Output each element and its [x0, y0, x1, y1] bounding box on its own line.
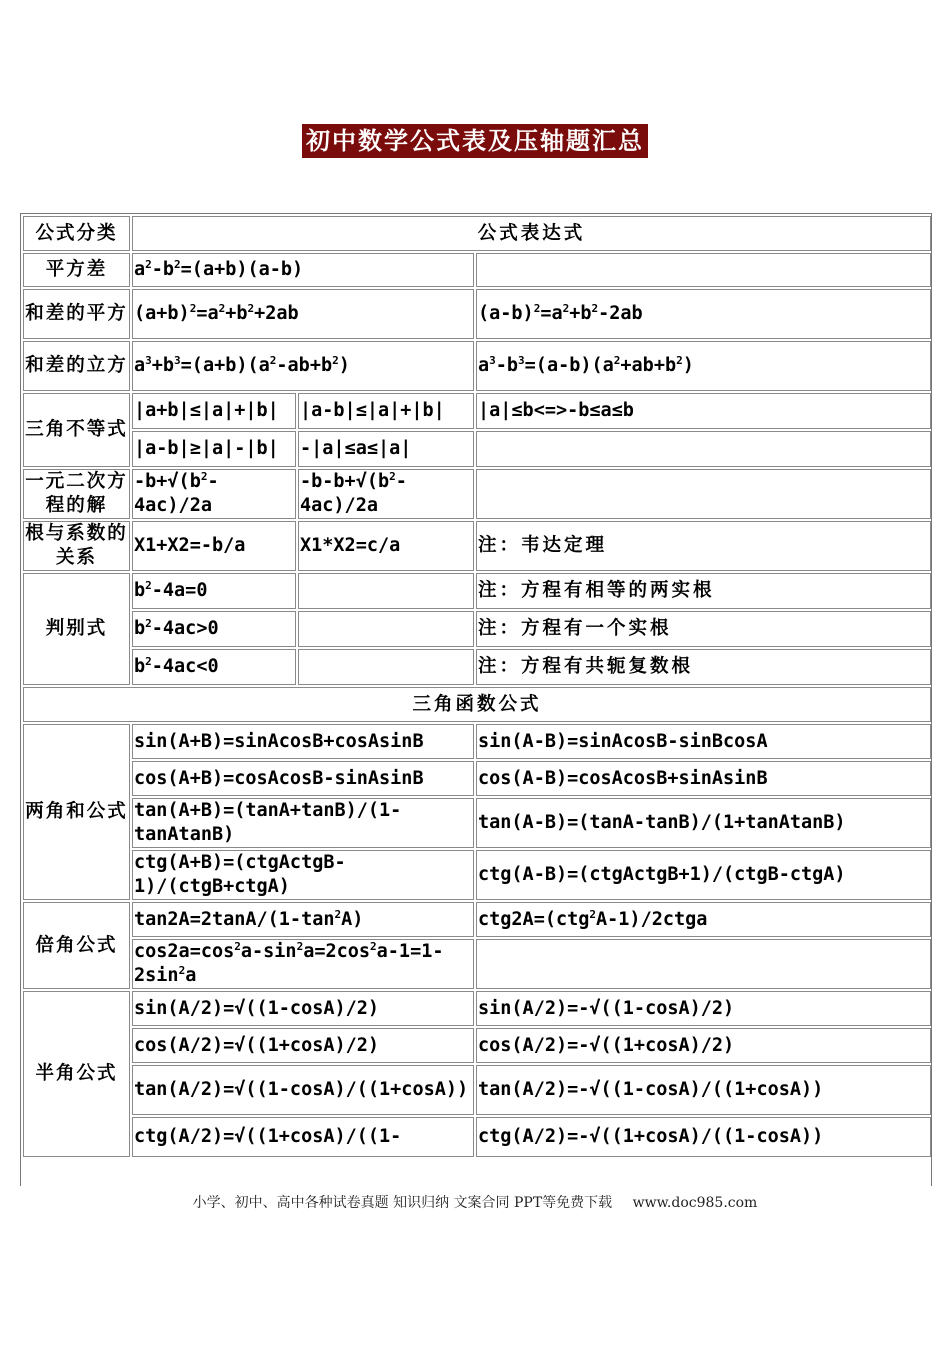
header-category: 公式分类	[23, 216, 130, 251]
table-row	[23, 393, 931, 429]
table-row	[23, 649, 931, 685]
footer-url: www.doc985.com	[632, 1195, 758, 1211]
table-row	[23, 341, 931, 391]
note-cell: 注：方程有一个实根	[476, 611, 931, 647]
note-cell: 注：韦达定理	[476, 521, 931, 571]
formula-cell: tan(A-B)=(tanA-tanB)/(1+tanAtanB)	[476, 798, 931, 848]
category-label: 一元二次方程的解	[23, 469, 130, 519]
empty-cell	[476, 469, 931, 519]
table-row	[23, 902, 931, 937]
formula-cell: $a^3+b^3=(a+b)(a^2-ab+b^2)$	[132, 341, 474, 391]
formula-cell: ctg(A/2)=-√((1+cosA)/((1-cosA))	[476, 1117, 931, 1157]
category-label: 半角公式	[23, 991, 130, 1157]
table-row	[23, 850, 931, 900]
formula-cell: $(a+b)^2=a^2+b^2+2ab$	[132, 289, 474, 339]
formula-cell: ctg(A-B)=(ctgActgB+1)/(ctgB-ctgA)	[476, 850, 931, 900]
formula-cell: tan(A/2)=√((1-cosA)/((1+cosA))	[132, 1065, 474, 1115]
empty-cell	[298, 649, 474, 685]
section-row	[23, 687, 931, 722]
formula-cell: sin(A/2)=√((1-cosA)/2)	[132, 991, 474, 1026]
formula-cell: ctg(A/2)=√((1+cosA)/((1-	[132, 1117, 474, 1157]
category-label: 判别式	[23, 573, 130, 685]
note-cell: 注：方程有共轭复数根	[476, 649, 931, 685]
title-wrap	[0, 124, 950, 158]
formula-cell: $-b-b+√(b^2-4ac)/2a$	[298, 469, 474, 519]
formula-cell: |a|≤b<=>-b≤a≤b	[476, 393, 931, 429]
formula-cell: $\tan 2A=2\tan A/(1-\tan^2A)$	[132, 902, 474, 937]
table-row	[23, 289, 931, 339]
formula-cell: $b^2-4ac>0$	[132, 611, 296, 647]
empty-cell	[476, 939, 931, 989]
formula-cell: X1*X2=c/a	[298, 521, 474, 571]
table-header-row	[23, 216, 931, 251]
table-row	[23, 521, 931, 571]
section-heading: 三角函数公式	[23, 687, 931, 722]
formula-cell: tan(A/2)=-√((1-cosA)/((1+cosA))	[476, 1065, 931, 1115]
table-row	[23, 469, 931, 519]
page-title: 初中数学公式表及压轴题汇总	[302, 124, 648, 158]
formula-cell: $b^2-4ac<0$	[132, 649, 296, 685]
formula-cell: |a-b|≥|a|-|b|	[132, 431, 296, 467]
note-cell: 注：方程有相等的两实根	[476, 573, 931, 609]
formula-cell: sin(A+B)=sinAcosB+cosAsinB	[132, 724, 474, 759]
formula-cell: cos(A/2)=√((1+cosA)/2)	[132, 1028, 474, 1063]
table-row	[23, 761, 931, 796]
table-row	[23, 939, 931, 989]
formula-cell: sin(A-B)=sinAcosB-sinBcosA	[476, 724, 931, 759]
formula-cell: cos(A/2)=-√((1+cosA)/2)	[476, 1028, 931, 1063]
formula-cell: $-b+√(b^2-4ac)/2a$	[132, 469, 296, 519]
formula-cell: $a^3-b^3=(a-b)(a^2+ab+b^2)$	[476, 341, 931, 391]
footer-text: 小学、初中、高中各种试卷真题 知识归纳 文案合同 PPT等免费下载	[192, 1195, 613, 1211]
empty-cell	[298, 573, 474, 609]
formula-table	[21, 214, 932, 1159]
category-label: 和差的平方	[23, 289, 130, 339]
empty-cell	[476, 253, 931, 287]
table-row	[23, 431, 931, 467]
empty-cell	[476, 431, 931, 467]
formula-cell: cos(A+B)=cosAcosB-sinAsinB	[132, 761, 474, 796]
formula-cell: $(a-b)^2=a^2+b^2-2ab$	[476, 289, 931, 339]
formula-cell: ctg2A=(ctg$^2$A-1)/2ctga	[476, 902, 931, 937]
category-label: 三角不等式	[23, 393, 130, 467]
formula-cell: $a^2-b^2=(a+b)(a-b)$	[132, 253, 474, 287]
formula-cell: |a-b|≤|a|+|b|	[298, 393, 474, 429]
table-row	[23, 991, 931, 1026]
table-row	[23, 573, 931, 609]
category-label: 根与系数的关系	[23, 521, 130, 571]
formula-cell: X1+X2=-b/a	[132, 521, 296, 571]
formula-cell: -|a|≤a≤|a|	[298, 431, 474, 467]
header-expression: 公式表达式	[132, 216, 931, 251]
table-row	[23, 253, 931, 287]
formula-sheet	[20, 213, 932, 1186]
table-row	[23, 798, 931, 848]
formula-cell: $b^2-4a=0$	[132, 573, 296, 609]
formula-cell: $\cos 2a=\cos^2a-\sin^2a=2\cos^2a-1=1-2\sin^2a$	[132, 939, 474, 989]
category-label: 和差的立方	[23, 341, 130, 391]
formula-cell: cos(A-B)=cosAcosB+sinAsinB	[476, 761, 931, 796]
category-label: 倍角公式	[23, 902, 130, 989]
formula-cell: ctg(A+B)=(ctgActgB-1)/(ctgB+ctgA)	[132, 850, 474, 900]
formula-cell: |a+b|≤|a|+|b|	[132, 393, 296, 429]
page-footer	[0, 1192, 950, 1212]
category-label: 两角和公式	[23, 724, 130, 900]
table-row	[23, 611, 931, 647]
table-row	[23, 1028, 931, 1063]
formula-cell: tan(A+B)=(tanA+tanB)/(1-tanAtanB)	[132, 798, 474, 848]
table-row	[23, 1065, 931, 1115]
formula-cell: sin(A/2)=-√((1-cosA)/2)	[476, 991, 931, 1026]
table-row	[23, 1117, 931, 1157]
empty-cell	[298, 611, 474, 647]
category-label: 平方差	[23, 253, 130, 287]
table-row	[23, 724, 931, 759]
